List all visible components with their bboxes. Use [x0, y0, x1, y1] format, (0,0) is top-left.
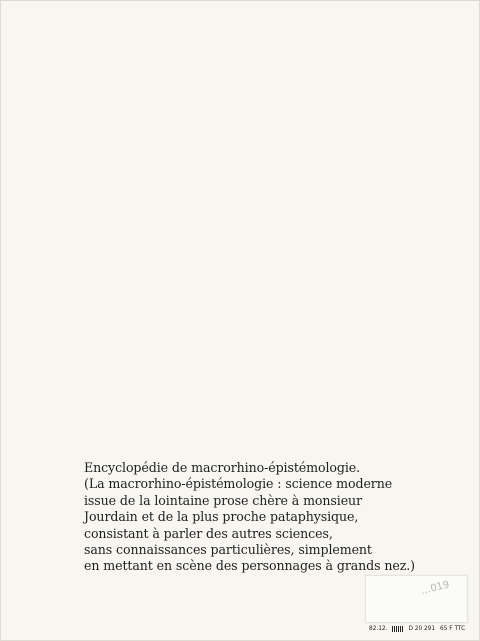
- footer-code-left: 82.12.: [369, 626, 388, 632]
- text-line-1: Encyclopédie de macrorhino-épistémologie.: [84, 460, 361, 475]
- footer-code-strip: [369, 624, 473, 634]
- handwritten-note: …019: [419, 579, 451, 598]
- text-line-4: Jourdain et de la plus proche pataphysique,: [84, 509, 359, 525]
- text-line-5: consistant à parler des autres sciences,: [84, 525, 333, 541]
- text-line-3: issue de la lointaine prose chère à monsieur: [84, 492, 362, 508]
- footer-code-middle: D 20 291: [408, 626, 436, 632]
- body-text: [84, 460, 476, 575]
- footer-code-right: 65 F TTC: [440, 626, 466, 632]
- barcode-icon: [392, 626, 403, 632]
- text-line-6: sans connaissances particulières, simplement: [84, 542, 372, 558]
- text-line-7: en mettant en scène des personnages à grands nez.): [84, 558, 415, 574]
- text-line-2: (La macrorhino-épistémologie : science moderne: [84, 476, 393, 492]
